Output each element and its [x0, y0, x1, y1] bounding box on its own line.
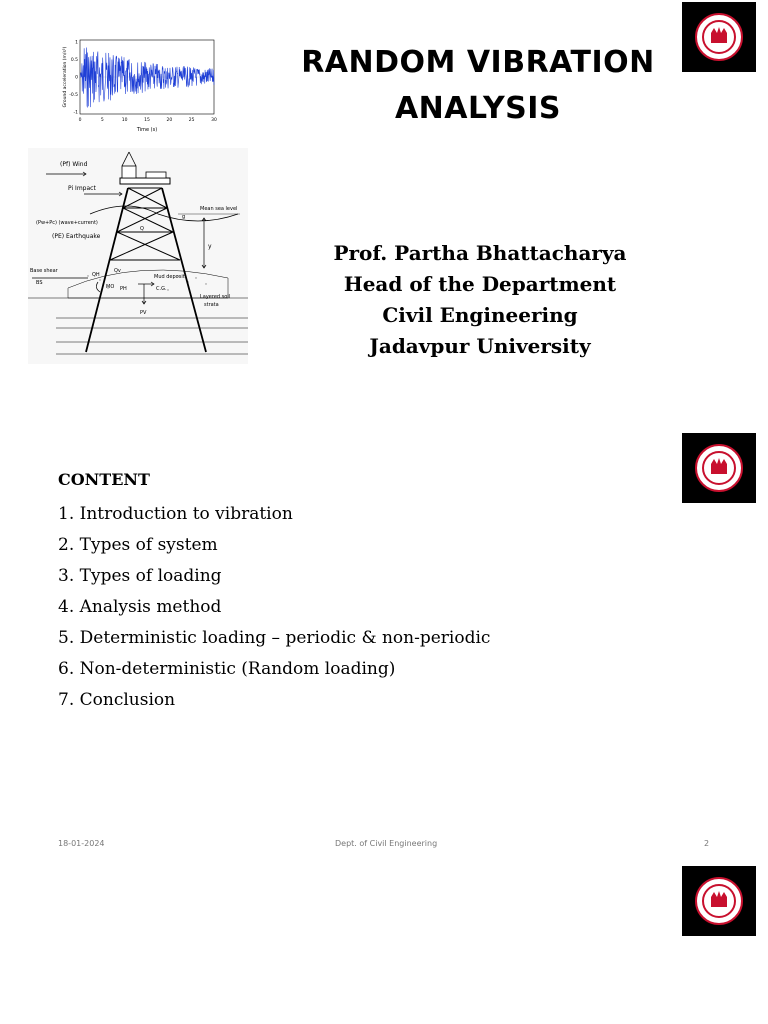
list-item: 6. Non-deterministic (Random loading)	[58, 659, 396, 679]
layered-label: Layered soil	[200, 294, 231, 300]
content-heading: CONTENT	[58, 470, 150, 489]
title-line: ANALYSIS	[394, 91, 562, 126]
bs-label: BS	[36, 280, 43, 286]
x-axis-label: Time (s)	[136, 127, 158, 133]
list-item: 7. Conclusion	[58, 690, 176, 710]
q-label: Q	[140, 226, 144, 232]
strata-label: strata	[204, 302, 219, 308]
crest-icon	[694, 876, 744, 926]
y-tick-label: 0	[75, 75, 78, 81]
content-list	[58, 499, 490, 716]
ph-label: PH	[120, 286, 127, 292]
wind-label: (Pf) Wind	[60, 161, 88, 168]
slide-title	[288, 40, 668, 132]
x-tick-label: 15	[144, 118, 150, 123]
list-item: 3. Types of loading	[58, 566, 222, 586]
list-item: 5. Deterministic loading – periodic & non-periodic	[58, 628, 491, 648]
acceleration-trace	[80, 48, 214, 108]
list-item: 2. Types of system	[58, 535, 218, 555]
offshore-platform-diagram	[28, 148, 248, 364]
author-university: Jadavpur University	[369, 334, 591, 358]
deck	[120, 178, 170, 184]
cg-label: C.G.	[156, 286, 167, 292]
footer-department: Dept. of Civil Engineering	[335, 839, 438, 848]
x-tick-label: 10	[121, 118, 128, 123]
author-block	[300, 238, 660, 362]
mud-label: Mud deposit	[154, 274, 185, 280]
crest-icon	[694, 443, 744, 493]
x-tick-label: 25	[188, 118, 195, 123]
list-item: 4. Analysis method	[58, 597, 222, 617]
earthquake-label: (PE) Earthquake	[52, 233, 101, 240]
y-tick-label: 0.5	[70, 58, 78, 63]
x-tick-label: 0	[78, 118, 82, 123]
title-line: RANDOM VIBRATION	[301, 45, 655, 80]
ground-acceleration-plot	[60, 36, 220, 136]
wave-label: (Pw+Pc) (wave+current)	[36, 220, 98, 226]
mo-label: MO	[106, 284, 115, 290]
list-item: 1. Introduction to vibration	[58, 504, 293, 524]
qv-label: Qv	[114, 268, 121, 274]
y-tick-label: 1	[75, 40, 78, 46]
base-shear-label: Base shear	[30, 268, 58, 274]
y-tick-label: -0.5	[69, 93, 78, 98]
msl-label: Mean sea level	[200, 206, 238, 212]
y-tick-label: -1	[73, 110, 78, 116]
crest-icon	[694, 12, 744, 62]
y-axis-label: Ground acceleration (m/s²)	[63, 46, 68, 108]
x-tick-label: 30	[211, 118, 217, 123]
author-name: Prof. Partha Bhattacharya	[333, 241, 627, 265]
university-logo	[682, 2, 756, 72]
pv-label: PV	[140, 310, 147, 316]
g-label: g	[182, 214, 186, 220]
university-logo	[682, 866, 756, 936]
footer-date: 18-01-2024	[58, 839, 105, 848]
x-tick-label: 5	[100, 118, 104, 123]
footer-page-number: 2	[704, 839, 710, 848]
university-logo	[682, 433, 756, 503]
derrick	[122, 166, 136, 178]
author-position: Head of the Department	[343, 272, 617, 296]
author-department: Civil Engineering	[382, 303, 578, 327]
qh-label: QH	[92, 272, 100, 278]
y-label: y	[208, 243, 212, 250]
x-tick-label: 20	[166, 118, 173, 123]
module	[146, 172, 166, 178]
impact-label: Pi Impact	[68, 185, 96, 192]
